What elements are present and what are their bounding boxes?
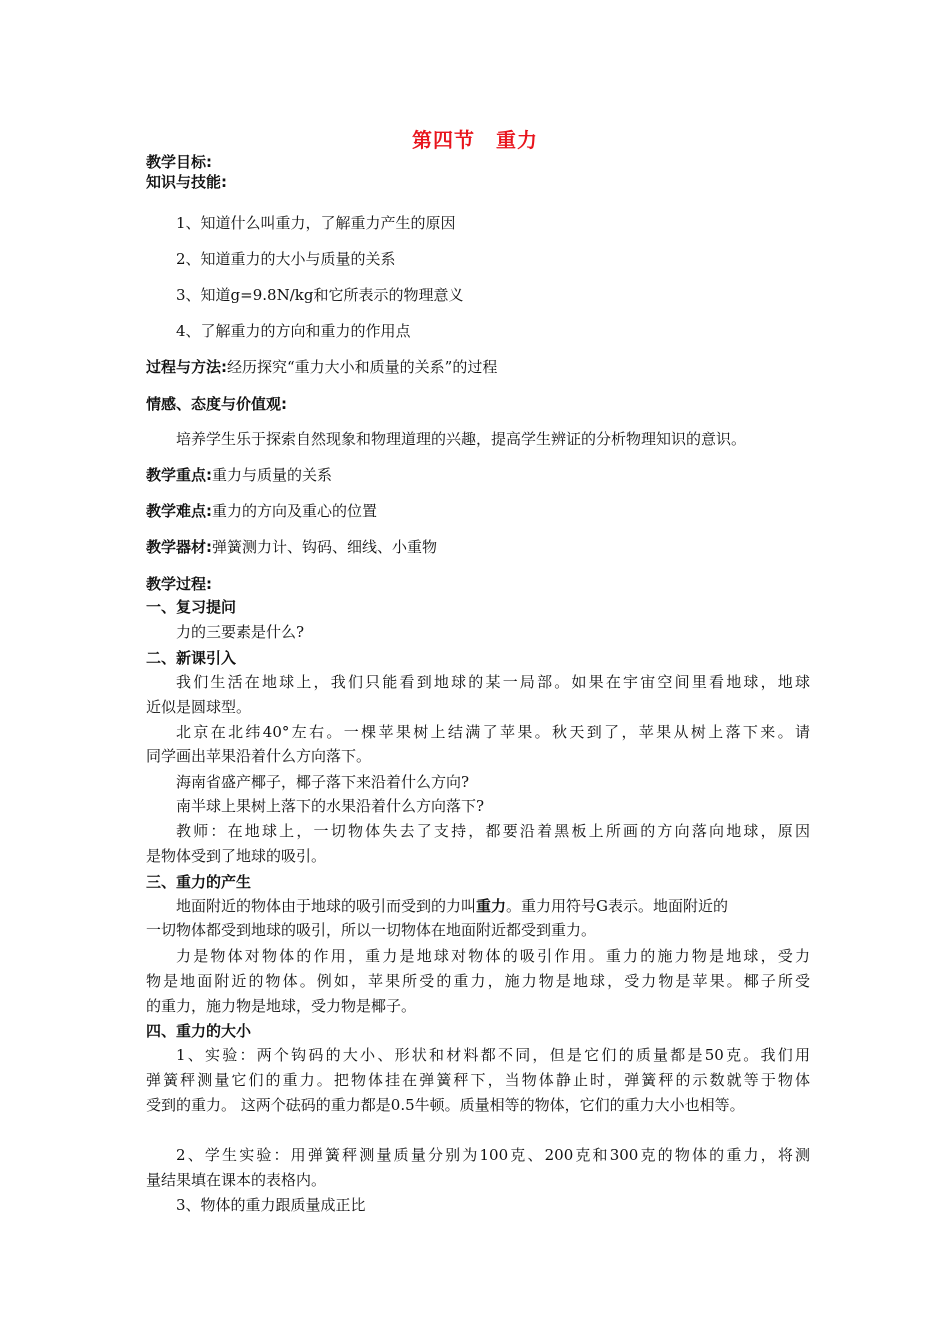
paragraph-line: 1、实验：两个钩码的大小、形状和材料都不同，但是它们的质量都是50克。我们用: [176, 1046, 810, 1064]
objective-item: 3、知道g=9.8N/kg和它所表示的物理意义: [176, 286, 464, 304]
process-method-line: [146, 357, 810, 377]
key-point-text: 重力与质量的关系: [212, 466, 333, 484]
paragraph-line: 的重力，施力物是地球，受力物是椰子。: [146, 997, 417, 1015]
paragraph-line: 一切物体都受到地球的吸引，所以一切物体在地面附近都受到重力。: [146, 921, 597, 939]
section-heading: 三、重力的产生: [146, 873, 252, 891]
paragraph-line: 3、物体的重力跟质量成正比: [176, 1196, 366, 1214]
paragraph-line: 物是地面附近的物体。例如，苹果所受的重力，施力物是地球，受力物是苹果。椰子所受: [146, 972, 810, 990]
process-method-text: 经历探究“重力大小和质量的关系”的过程: [227, 358, 498, 376]
key-point-line: [146, 465, 810, 485]
paragraph-line: 海南省盛产椰子，椰子落下来沿着什么方向?: [176, 773, 470, 791]
section-heading: 一、复习提问: [146, 598, 237, 616]
difficulty-label: 教学难点:: [146, 502, 212, 520]
paragraph-line: 教师：在地球上，一切物体失去了支持，都要沿着黑板上所画的方向落向地球，原因: [176, 822, 810, 840]
objective-item: 1、知道什么叫重力，了解重力产生的原因: [176, 214, 456, 232]
paragraph-line: 弹簧秤测量它们的重力。把物体挂在弹簧秤下，当物体静止时，弹簧秤的示数就等于物体: [146, 1071, 810, 1089]
emotion-text: 培养学生乐于探索自然现象和物理道理的兴趣，提高学生辨证的分析物理知识的意识。: [176, 430, 747, 448]
objective-item: 2、知道重力的大小与质量的关系: [176, 250, 396, 268]
gravity-term: 重力: [476, 897, 507, 915]
knowledge-heading: 知识与技能:: [146, 173, 227, 191]
gravity-definition-post: 。重力用符号G表示。地面附近的: [506, 897, 729, 915]
paragraph-line: 力的三要素是什么?: [176, 623, 305, 641]
paragraph-line: 力是物体对物体的作用，重力是地球对物体的吸引作用。重力的施力物是地球，受力: [176, 947, 810, 965]
gravity-definition-pre: 地面附近的物体由于地球的吸引而受到的力叫: [176, 897, 477, 915]
equipment-text: 弹簧测力计、钩码、细线、小重物: [212, 538, 438, 556]
process-method-label: 过程与方法:: [146, 358, 227, 376]
section-heading: 二、新课引入: [146, 649, 237, 667]
difficulty-line: [146, 501, 810, 521]
paragraph-line: 同学画出苹果沿着什么方向落下。: [146, 747, 372, 765]
page-title: 第四节 重力: [412, 128, 538, 152]
paragraph-line: 南半球上果树上落下的水果沿着什么方向落下?: [176, 797, 485, 815]
difficulty-text: 重力的方向及重心的位置: [212, 502, 378, 520]
process-heading: 教学过程:: [146, 575, 212, 593]
equipment-line: [146, 537, 810, 557]
section-heading: 四、重力的大小: [146, 1022, 252, 1040]
paragraph-line: 量结果填在课本的表格内。: [146, 1171, 327, 1189]
paragraph-line: 近似是圆球型。: [146, 698, 252, 716]
key-point-label: 教学重点:: [146, 466, 212, 484]
paragraph-line: 我们生活在地球上，我们只能看到地球的某一局部。如果在宇宙空间里看地球，地球: [176, 673, 810, 691]
emotion-heading: 情感、态度与价值观:: [146, 395, 287, 413]
paragraph-line: 是物体受到了地球的吸引。: [146, 847, 327, 865]
paragraph-line: 北京在北纬40°左右。一棵苹果树上结满了苹果。秋天到了，苹果从树上落下来。请: [176, 723, 810, 741]
objectives-heading: 教学目标:: [146, 153, 212, 171]
paragraph-line: 受到的重力。 这两个砝码的重力都是0.5牛顿。质量相等的物体，它们的重力大小也相等。: [146, 1096, 745, 1114]
objective-item: 4、了解重力的方向和重力的作用点: [176, 322, 411, 340]
paragraph-line: 2、学生实验：用弹簧秤测量质量分别为100克、200克和300克的物体的重力，将测: [176, 1146, 810, 1164]
paragraph-line: [176, 896, 810, 916]
equipment-label: 教学器材:: [146, 538, 212, 556]
